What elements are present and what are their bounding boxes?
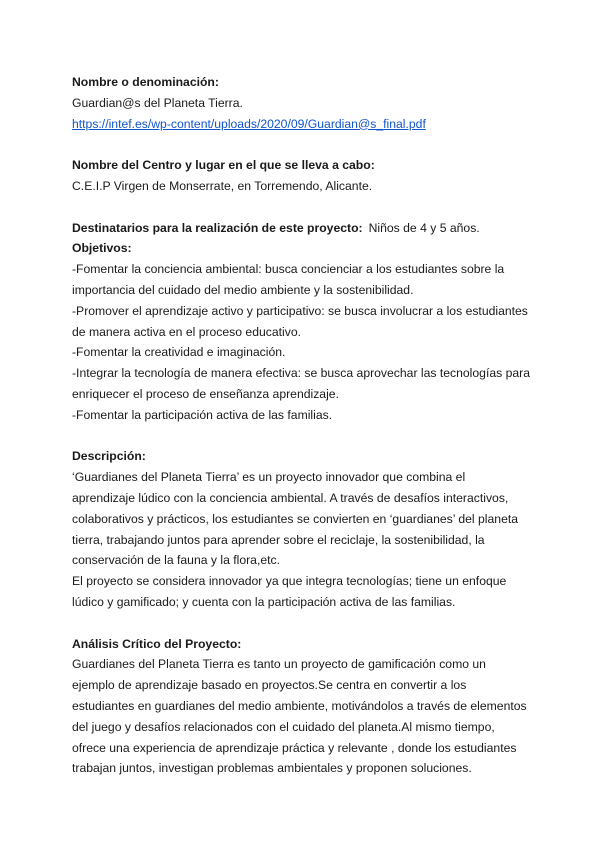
heading-analisis: Análisis Crítico del Proyecto: [72, 636, 242, 651]
heading-nombre: Nombre o denominación: [72, 75, 219, 89]
objetivos-line: -Fomentar la participación activa de las familias. [72, 407, 333, 422]
objetivos-line: -Fomentar la conciencia ambiental: busca concienciar a los estudiantes sobre la [72, 262, 505, 277]
heading-destinatarios: Destinatarios para la realización de este proyecto: [72, 220, 363, 235]
analisis-line: del juego y desafíos relacionados con el cuidado del planeta.Al mismo tiempo, [72, 719, 495, 734]
analisis-line: Guardianes del Planeta Tierra es tanto un proyecto de gamificación como un [72, 657, 486, 672]
heading-descripcion: Descripción: [72, 449, 146, 464]
heading-objetivos: Objetivos: [72, 241, 132, 256]
objetivos-line: importancia del cuidado del medio ambiente y la sostenibilidad. [72, 282, 414, 297]
objetivos-list [72, 259, 530, 425]
nombre-value: Guardian@s del Planeta Tierra. [72, 95, 243, 110]
objetivos-line: enriquecer el proceso de enseñanza aprendizaje. [72, 386, 339, 401]
objetivos-line: -Integrar la tecnología de manera efectiva: se busca aprovechar las tecnologías para [72, 366, 530, 381]
descripcion-line: tierra, trabajando juntos para aprender sobre el reciclaje, la sostenibilidad, la [72, 532, 485, 547]
objetivos-line: -Fomentar la creatividad e imaginación. [72, 345, 286, 360]
analisis-line: ejemplo de aprendizaje basado en proyectos.Se centra en convertir a los [72, 678, 467, 693]
descripcion-line: aprendizaje lúdico con la conciencia ambiental. A través de desafíos interactivos, [72, 490, 509, 505]
heading-centro: Nombre del Centro y lugar en el que se lleva a cabo: [72, 158, 375, 173]
descripcion-line: lúdico y gamificado; y cuenta con la participación activa de las familias. [72, 594, 456, 609]
project-pdf-link[interactable]: https://intef.es/wp-content/uploads/2020/09/Guardian@s_final.pdf [72, 116, 426, 131]
descripcion-line: conservación de la fauna y la flora,etc. [72, 553, 280, 568]
analisis-line: ofrece una experiencia de aprendizaje práctica y relevante , donde los estudiantes [72, 740, 517, 755]
analisis-text [72, 654, 530, 779]
analisis-line: trabajan juntos, investigan problemas ambientales y proponen soluciones. [72, 761, 472, 776]
descripcion-line: ‘Guardianes del Planeta Tierra’ es un proyecto innovador que combina el [72, 470, 466, 485]
destinatarios-value: Niños de 4 y 5 años. [368, 220, 480, 235]
descripcion-line: El proyecto se considera innovador ya que integra tecnologías; tiene un enfoque [72, 574, 507, 589]
descripcion-line: colaborativos y prácticos, los estudiantes se convierten en ‘guardianes’ del planeta [72, 511, 519, 526]
objetivos-line: de manera activa en el proceso educativo. [72, 324, 301, 339]
descripcion-text [72, 467, 530, 613]
analisis-line: estudiantes en guardianes del medio ambiente, motivándolos a través de elementos [72, 698, 527, 713]
centro-value: C.E.I.P Virgen de Monserrate, en Torremendo, Alicante. [72, 178, 373, 193]
objetivos-line: -Promover el aprendizaje activo y participativo: se busca involucrar a los estudiantes [72, 303, 528, 318]
